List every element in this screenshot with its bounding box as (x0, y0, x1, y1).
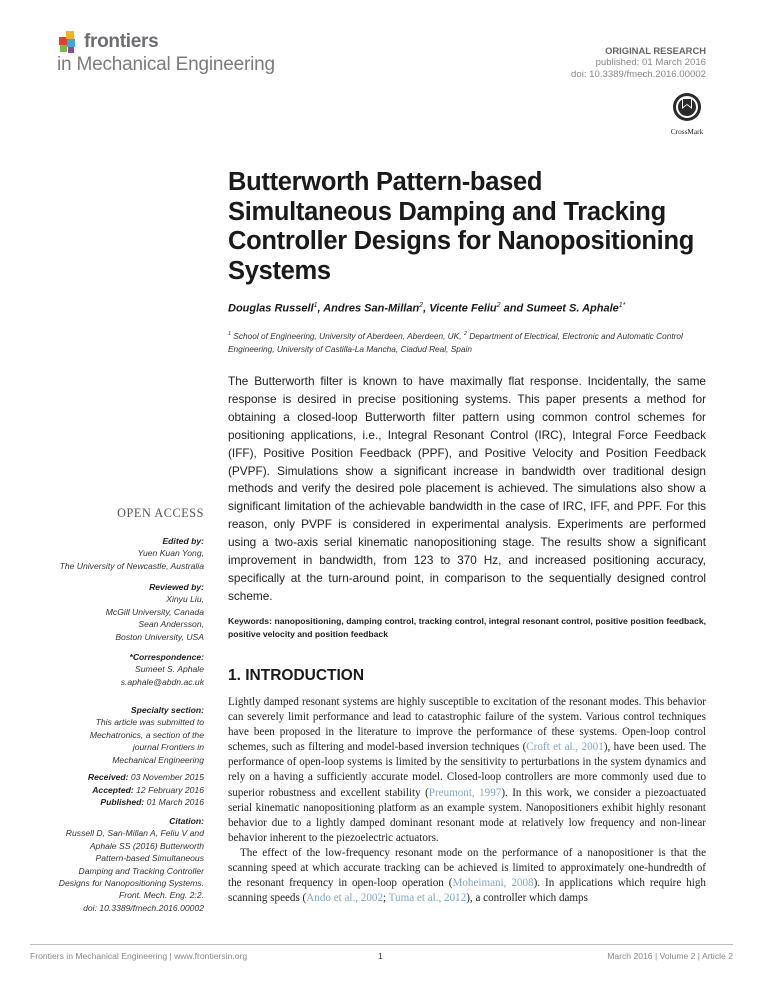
text-run: ), have been used. The performance of open-loop systems is limited by the sensitivity to perturbations in the system dynamics and rely on a having a sufficiently accurate model. Closed-loop controllers are more commonly used due to superior robustness and excellent stability ( (228, 741, 706, 799)
journal-logo[interactable] (57, 30, 317, 80)
reviewer-affiliation: Boston University, USA (115, 631, 204, 642)
paragraph (228, 695, 706, 846)
citation-block (30, 815, 204, 914)
text-run: ). In this work, we consider a piezoactuated serial kinematic nanopositioning platform as an example system. Nanopositioners exhibit highly resonant behavior due to a lightly damped dominant resonant mode at relatively low frequency and non-linear behavior inherent to the piezoelectric actuators. (228, 786, 706, 844)
reviewer-affiliation: McGill University, Canada (105, 606, 204, 617)
text-run: ; (383, 892, 389, 905)
citation-line: Pattern-based Simultaneous (95, 853, 204, 864)
specialty-line: This article was submitted to (95, 717, 204, 728)
received-label: Received: (87, 772, 129, 782)
frontiers-logo-icon (57, 30, 83, 56)
accepted-value: 12 February 2016 (133, 784, 204, 795)
author-affil-sup: 1 (313, 302, 318, 309)
citation-link[interactable]: Croft et al., 2001 (526, 741, 604, 754)
correspondence-block (30, 651, 204, 688)
crossmark-label: CrossMark (670, 127, 704, 136)
reviewed-by-block (30, 581, 204, 643)
author-affil-sup: 2 (419, 302, 424, 309)
abstract: The Butterworth filter is known to have maximally flat response. Incidentally, the same response is desired in precise positioning systems. This paper presents a method for obtaining a closed-loop Butterworth filter pattern using common control schemes for positioning applications, i.e., Integral Resonant Control (IRC), Integral Force Feedback (IFF), Positive Position Feedback (PPF), and Positive Velocity and Position Feedback (PVPF). Simulations show a significant increase in bandwidth over traditional design methods and verify the desired pole placement is achieved. The simulations also show a significant limitation of the achievable bandwidth in the case of IRC, IFF, and PPF. For this reason, only PVPF is considered in experimental analysis. Experiments are performed using a two-axis serial kinematic nanopositioning stage. The results show a significant improvement in bandwidth, from 123 to 370 Hz, and increased positioning accuracy, specifically at the turn-around point, in comparison to the sequentially designed control scheme. (228, 374, 706, 603)
reviewer-name: Xinyu Liu, (166, 594, 204, 605)
published-value: 01 March 2016 (144, 797, 204, 807)
footer-divider (30, 944, 733, 945)
journal-name: in Mechanical Engineering (57, 54, 275, 75)
citation-line: Aphale SS (2016) Butterworth (89, 840, 204, 851)
author-name[interactable]: Vicente Feliu (429, 302, 497, 315)
correspondence-email[interactable]: s.aphale@abdn.ac.uk (120, 676, 204, 687)
footer-issue-info: March 2016 | Volume 2 | Article 2 (607, 951, 733, 961)
author-separator: , (317, 302, 324, 315)
article-doi[interactable]: doi: 10.3389/fmech.2016.00002 (571, 69, 706, 80)
specialty-line: Mechanical Engineering (112, 754, 204, 765)
reviewed-by-label: Reviewed by: (149, 582, 204, 592)
published-date: published: 01 March 2016 (595, 57, 706, 68)
crossmark-icon (672, 92, 702, 122)
specialty-line: Mechatronics, a section of the (89, 729, 204, 740)
received-value: 03 November 2015 (128, 772, 204, 782)
accepted-label: Accepted: (92, 784, 134, 795)
text-run: The effect of the low-frequency resonant mode on the performance of a nanopositioner is that the scanning speed at which accurate tracking can be achieved is limited to approximately one-hundredth of the resonant frequency in open-loop operation ( (228, 846, 706, 890)
introduction-body (228, 695, 706, 906)
reviewer-name: Sean Andersson, (138, 619, 204, 630)
affiliations (228, 328, 708, 356)
citation-label: Citation: (169, 816, 204, 826)
citation-line: Front. Mech. Eng. 2:2. (118, 890, 204, 901)
footer-journal-link[interactable]: Frontiers in Mechanical Engineering | www.frontiersin.org (30, 951, 248, 961)
article-header-meta (571, 45, 706, 81)
text-run: ), a controller which damps (466, 892, 588, 905)
specialty-section-label: Specialty section: (130, 705, 204, 715)
article-title: Butterworth Pattern-based Simultaneous Damping and Tracking Controller Designs for Nanopositioning Systems (228, 168, 695, 285)
citation-doi[interactable]: doi: 10.3389/fmech.2016.00002 (83, 902, 204, 913)
section-heading-introduction: 1. INTRODUCTION (228, 667, 365, 684)
affil-1: School of Engineering, University of Aberdeen, Aberdeen, UK, (231, 330, 464, 341)
page-number: 1 (378, 951, 383, 961)
text-run: ). In applications which require high scanning speeds ( (228, 877, 706, 905)
paragraph (228, 846, 706, 906)
author-separator: and (500, 302, 527, 315)
crossmark-badge[interactable] (667, 92, 707, 136)
article-type: ORIGINAL RESEARCH (605, 45, 706, 56)
citation-link[interactable]: Moheimani, 2008 (452, 877, 534, 890)
author-affil-sup: 1* (618, 302, 626, 309)
correspondence-name: Sumeet S. Aphale (135, 664, 204, 675)
affil-2: Department of Electrical, Electronic and Automatic Control Engineering, University of Castilla-La Mancha, Ciadud Real, Spain (228, 330, 683, 354)
edited-by-block (30, 535, 204, 572)
citation-link[interactable]: Ando et al., 2002 (306, 892, 383, 905)
edited-by-label: Edited by: (162, 536, 204, 546)
text-run: Lightly damped resonant systems are highly susceptible to excitation of the resonant modes. This behavior can severely limit performance and lead to catastrophic failure of the system. Various control techniques have been proposed in the literature to improve the performance of these systems. Open-loop control schemes, such as filtering and model-based inversion techniques ( (228, 696, 706, 754)
author-name[interactable]: Sumeet S. Aphale (526, 302, 619, 315)
specialty-line: journal Frontiers in (132, 742, 204, 753)
keywords: Keywords: nanopositioning, damping control, tracking control, integral resonant control, positive position feedback, positive velocity and position feedback (228, 616, 706, 639)
published-date-side (30, 796, 204, 809)
published-label: Published: (100, 797, 145, 807)
citation-line: Damping and Tracking Controller (78, 865, 204, 876)
affil-sup: 2 (463, 331, 467, 337)
author-name[interactable]: Douglas Russell (228, 302, 314, 315)
correspondence-label: *Correspondence: (129, 652, 204, 662)
author-separator: , (423, 302, 430, 315)
affil-sup: 1 (228, 331, 232, 337)
author-name[interactable]: Andres San-Millan (323, 302, 420, 315)
accepted-date (30, 784, 204, 797)
citation-line: Russell D, San-Millan A, Feliu V and (65, 828, 204, 839)
citation-line: Designs for Nanopositioning Systems. (58, 878, 204, 889)
dates-block (30, 771, 204, 809)
author-affil-sup: 2 (496, 302, 501, 309)
specialty-section-block (30, 704, 204, 766)
citation-link[interactable]: Preumont, 1997 (428, 786, 502, 799)
editor-name: Yuen Kuan Yong, (137, 548, 204, 559)
editor-affiliation: The University of Newcastle, Australia (59, 560, 204, 571)
brand-name: frontiers (84, 31, 159, 52)
author-list (228, 302, 708, 315)
open-access-label: OPEN ACCESS (117, 506, 204, 520)
citation-link[interactable]: Tuma et al., 2012 (388, 892, 467, 905)
received-date (30, 771, 204, 784)
